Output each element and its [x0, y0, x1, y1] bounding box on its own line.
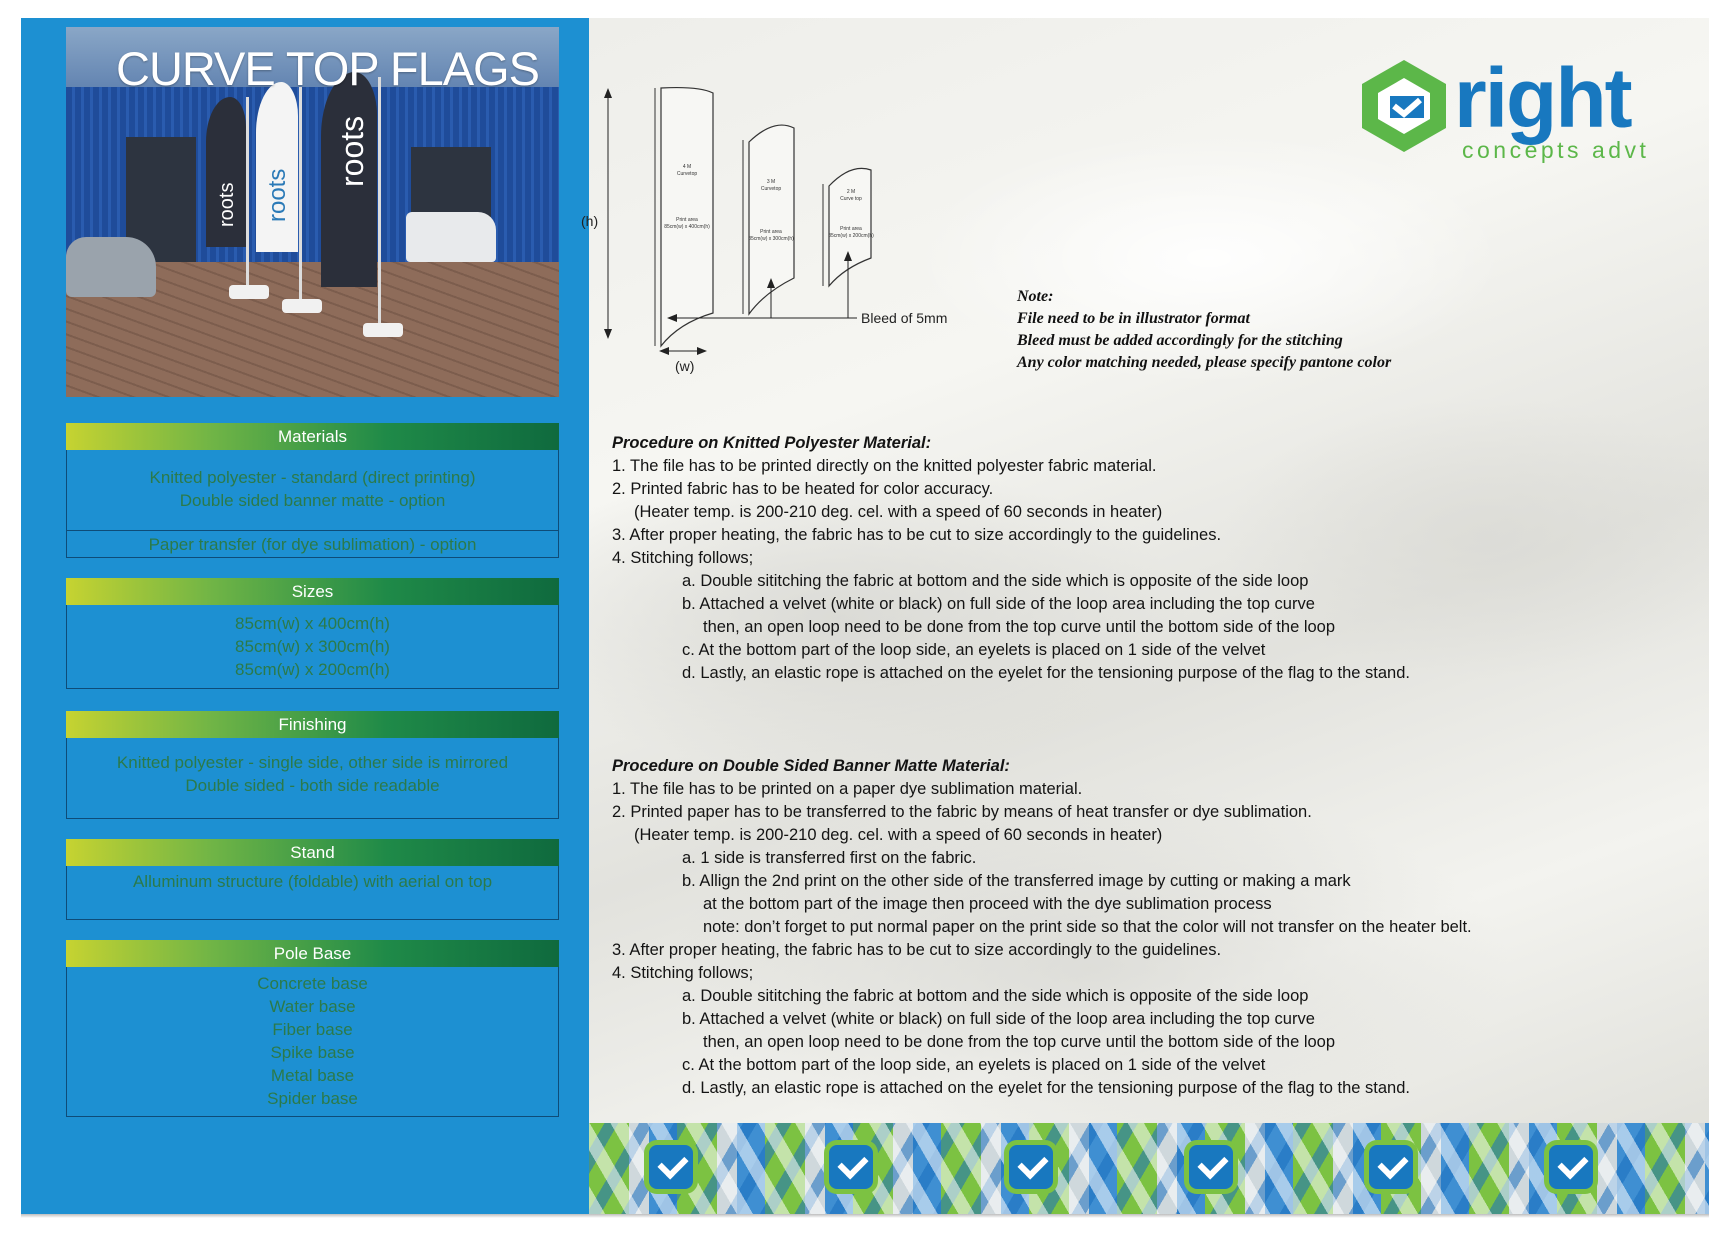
spec-body: [66, 866, 559, 920]
logo-tile-icon: [1369, 1145, 1413, 1189]
spec-header: Pole Base: [66, 940, 559, 967]
procedure-title: Procedure on Knitted Polyester Material:: [612, 434, 932, 452]
print-area-label: Print area: [840, 226, 862, 232]
spec-line: Double sided - both side readable: [185, 776, 440, 795]
logo-tile-icon: [1189, 1145, 1233, 1189]
procedure-step: b. Attached a velvet (white or black) on full side of the loop area including the top curve: [682, 1010, 1315, 1028]
procedure-step: at the bottom part of the image then proceed with the dye sublimation process: [703, 895, 1272, 913]
flag-size-label: 4 M: [682, 164, 692, 170]
print-dims-label: 85cm(w) x 300cm(h): [748, 236, 794, 242]
spec-header: Sizes: [66, 578, 559, 605]
logo-word: right: [1454, 51, 1631, 145]
flag-type-label: Curvetop: [760, 186, 782, 192]
spec-line: Double sided banner matte - option: [179, 491, 446, 510]
spec-line: Metal base: [270, 1066, 355, 1085]
logo-hexagon-icon: [1354, 56, 1454, 156]
print-area-label: Print area: [760, 229, 782, 235]
procedure-step: 1. The file has to be printed on a paper dye sublimation material.: [612, 780, 1083, 798]
logo-tile-icon: [1009, 1145, 1053, 1189]
spec-header: Stand: [66, 839, 559, 866]
spec-header: Materials: [66, 423, 559, 450]
flags-photo: [66, 27, 559, 397]
spec-body: [66, 738, 559, 819]
procedure-step: b. Attached a velvet (white or black) on full side of the loop area including the top curve: [682, 595, 1315, 613]
spec-line: 85cm(w) x 300cm(h): [235, 637, 390, 656]
spec-sizes: [66, 578, 559, 689]
logo-tagline: concepts advt: [1462, 137, 1650, 163]
spec-header: Finishing: [66, 711, 559, 738]
procedure-step: 3. After proper heating, the fabric has to be cut to size accordingly to the guidelines.: [612, 526, 1222, 544]
page-shadow: [21, 1214, 1709, 1218]
flag-size-diagram: [581, 88, 989, 418]
flag-text: roots: [216, 182, 238, 227]
logo-tile-icon: [829, 1145, 873, 1189]
spec-line: Knitted polyester - single side, other side is mirrored: [116, 753, 509, 772]
procedure-step: 1. The file has to be printed directly on the knitted polyester fabric material.: [612, 457, 1157, 475]
note-line: Any color matching needed, please specify pantone color: [1017, 354, 1392, 371]
procedure-step: (Heater temp. is 200-210 deg. cel. with a speed of 60 seconds in heater): [634, 503, 1163, 521]
procedure-step: note: don’t forget to put normal paper on the print side so that the color will not transfer on the heater belt.: [703, 918, 1472, 936]
height-label: (h): [581, 213, 599, 229]
procedure-panel: [581, 18, 1709, 1214]
flag-text: roots: [264, 168, 291, 222]
flag-size-label: 3 M: [766, 179, 776, 185]
spec-body: [66, 967, 559, 1117]
spec-line: Knitted polyester - standard (direct printing): [149, 468, 476, 487]
procedure-step: a. 1 side is transferred first on the fabric.: [682, 849, 977, 867]
procedure-step: 2. Printed fabric has to be heated for color accuracy.: [612, 480, 994, 498]
spec-line: Concrete base: [257, 974, 368, 993]
spec-body: [66, 605, 559, 689]
procedure-step: d. Lastly, an elastic rope is attached on the eyelet for the tensioning purpose of the flag to the stand.: [682, 664, 1410, 682]
flag-text: roots: [334, 115, 370, 187]
note-title: Note:: [1017, 288, 1054, 305]
procedure-step: then, an open loop need to be done from the top curve until the bottom side of the loop: [703, 618, 1336, 636]
procedure-step: (Heater temp. is 200-210 deg. cel. with a speed of 60 seconds in heater): [634, 826, 1163, 844]
procedure-title: Procedure on Double Sided Banner Matte Material:: [612, 757, 1010, 775]
procedure-step: 2. Printed paper has to be transferred to the fabric by means of heat transfer or dye sublimation.: [612, 803, 1312, 821]
logo-tile-icon: [649, 1145, 693, 1189]
procedure-step: 3. After proper heating, the fabric has to be cut to size accordingly to the guidelines.: [612, 941, 1222, 959]
print-dims-label: 85cm(w) x 200cm(h): [828, 233, 874, 239]
spec-panel: [21, 18, 589, 1214]
spec-finishing: [66, 711, 559, 819]
procedure-step: c. At the bottom part of the loop side, an eyelets is placed on 1 side of the velvet: [682, 1056, 1266, 1074]
spec-line: Alluminum structure (foldable) with aerial on top: [132, 872, 493, 891]
spec-line: Fiber base: [272, 1020, 353, 1039]
note-line: Bleed must be added accordingly for the stitching: [1017, 332, 1343, 349]
spec-line: 85cm(w) x 400cm(h): [235, 614, 390, 633]
procedure-step: d. Lastly, an elastic rope is attached on the eyelet for the tensioning purpose of the flag to the stand.: [682, 1079, 1410, 1097]
procedure-step: then, an open loop need to be done from the top curve until the bottom side of the loop: [703, 1033, 1336, 1051]
procedure-step: 4. Stitching follows;: [612, 964, 754, 982]
note-line: File need to be in illustrator format: [1017, 310, 1250, 327]
procedure-step: a. Double sititching the fabric at bottom and the side which is opposite of the side loop: [682, 987, 1309, 1005]
company-logo: [1354, 51, 1654, 166]
procedure-knitted-polyester: [612, 432, 1692, 685]
decorative-pattern-strip: [589, 1123, 1709, 1214]
procedure-step: c. At the bottom part of the loop side, an eyelets is placed on 1 side of the velvet: [682, 641, 1266, 659]
procedure-step: a. Double sititching the fabric at bottom and the side which is opposite of the side loop: [682, 572, 1309, 590]
print-dims-label: 85cm(w) x 400cm(h): [664, 224, 710, 230]
spec-line: Paper transfer (for dye sublimation) - option: [67, 530, 558, 557]
spec-pole-base: [66, 940, 559, 1117]
procedure-step: 4. Stitching follows;: [612, 549, 754, 567]
print-area-label: Print area: [676, 217, 698, 223]
bleed-label: Bleed of 5mm: [861, 310, 948, 326]
spec-line: Water base: [269, 997, 356, 1016]
spec-materials: [66, 423, 559, 558]
file-note: [1017, 286, 1391, 374]
spec-line: Spike base: [270, 1043, 355, 1062]
procedure-banner-matte: [612, 755, 1692, 1100]
flag-size-label: 2 M: [846, 189, 856, 195]
spec-line: Spider base: [267, 1089, 358, 1108]
photo-title: CURVE TOP FLAGS: [116, 42, 539, 95]
spec-body: [66, 450, 559, 558]
procedure-step: b. Allign the 2nd print on the other side of the transferred image by cutting or making a mark: [682, 872, 1351, 890]
width-label: (w): [675, 358, 695, 374]
spec-line: 85cm(w) x 200cm(h): [235, 660, 390, 679]
flag-type-label: Curve top: [840, 196, 862, 202]
flag-type-label: Curvetop: [676, 171, 698, 177]
spec-stand: [66, 839, 559, 920]
logo-tile-icon: [1549, 1145, 1593, 1189]
